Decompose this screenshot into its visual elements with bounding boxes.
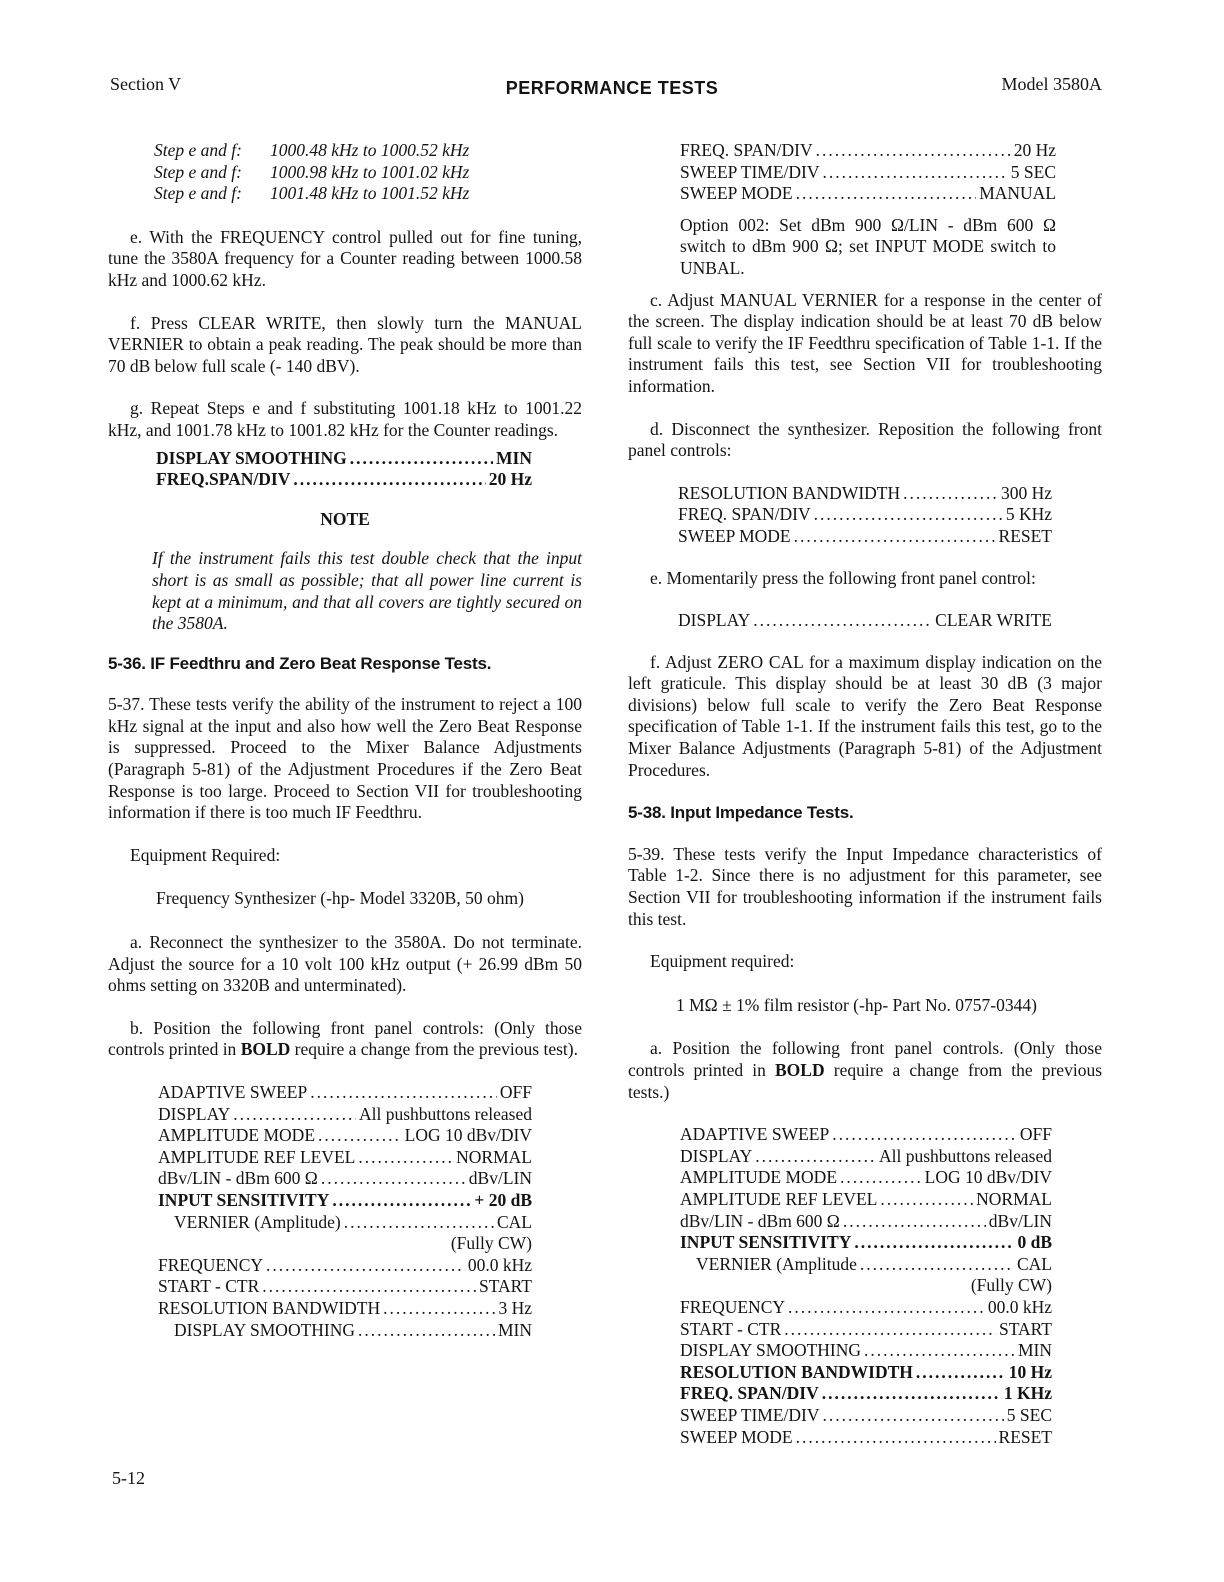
- control-row: DISPLAY ..... All pushbuttons released: [158, 1104, 532, 1126]
- control-row: RESOLUTION BANDWIDTH ..... 3 Hz: [158, 1298, 532, 1320]
- page-number: 5-12: [112, 1468, 145, 1488]
- equipment-item: Frequency Synthesizer (-hp- Model 3320B, 50 ohm): [156, 888, 524, 909]
- option-002-text: Option 002: Set dBm 900 Ω/LIN - dBm 600 Ω switch to dBm 900 Ω; set INPUT MODE switch to UNBAL.: [680, 214, 1056, 278]
- equipment-label: Equipment required:: [650, 951, 795, 972]
- equipment-item: 1 MΩ ± 1% film resistor (-hp- Part No. 0757-0344): [676, 994, 1037, 1015]
- step-list: [154, 140, 582, 205]
- control-row: AMPLITUDE MODE ..... LOG 10 dBv/DIV: [158, 1125, 532, 1147]
- control-list-3: [680, 140, 1056, 205]
- control-row: AMPLITUDE REF LEVEL ..... NORMAL: [158, 1147, 532, 1169]
- paragraph-a: a. Reconnect the synthesizer to the 3580A. Do not terminate. Adjust the source for a 10 volt 100 kHz output (+ 26.99 dBm 50 ohms setting on 3320B and unterminated).: [108, 932, 582, 996]
- control-row: DISPLAY ..... All pushbuttons released: [680, 1146, 1052, 1168]
- equipment-label: Equipment Required:: [130, 844, 281, 865]
- control-row: SWEEP MODE ..... RESET: [680, 1427, 1052, 1449]
- control-row: dBv/LIN - dBm 600 Ω ..... dBv/LIN: [158, 1168, 532, 1190]
- right-column: [628, 140, 1102, 1448]
- control-row: SWEEP MODE ..... RESET: [678, 526, 1052, 548]
- note-text: If the instrument fails this test double check that the input short is as small as possible; that all power line current is kept at a minimum, and that all covers are tightly secured on the 3580A.: [152, 548, 582, 634]
- control-row: DISPLAY SMOOTHING ..... MIN: [156, 448, 532, 470]
- control-row-continuation: (Fully CW): [450, 1233, 532, 1254]
- paragraph-e: e. With the FREQUENCY control pulled out for fine tuning, tune the 3580A frequency for a Counter reading between 1000.58 kHz and 1000.62 kHz.: [108, 226, 582, 290]
- paragraph-e2: e. Momentarily press the following front panel control:: [650, 567, 1036, 588]
- control-row: AMPLITUDE REF LEVEL ..... NORMAL: [680, 1189, 1052, 1211]
- paragraph-d: d. Disconnect the synthesizer. Reposition the following front panel controls:: [628, 418, 1102, 461]
- control-row: FREQUENCY ..... 00.0 kHz: [680, 1297, 1052, 1319]
- control-list-4: [678, 483, 1052, 548]
- header-section: Section V: [110, 74, 182, 94]
- control-row: INPUT SENSITIVITY ..... + 20 dB: [158, 1190, 532, 1212]
- control-row: SWEEP TIME/DIV ..... 5 SEC: [680, 162, 1056, 184]
- control-row: FREQUENCY ..... 00.0 kHz: [158, 1255, 532, 1277]
- note-heading: NOTE: [320, 508, 370, 529]
- paragraph-f2: f. Adjust ZERO CAL for a maximum display indication on the left graticule. This display should be at least 30 dB (3 major divisions) below full scale to verify the Zero Beat Response specification of Table 1-1. If the instrument fails this test, go to the Mixer Balance Adjustments (Paragraph 5-81) of the Adjustment Procedures.: [628, 651, 1102, 780]
- control-list-1: [156, 448, 532, 491]
- control-row: DISPLAY SMOOTHING ..... MIN: [680, 1340, 1052, 1362]
- control-row: RESOLUTION BANDWIDTH ..... 10 Hz: [680, 1362, 1052, 1384]
- control-row: DISPLAY ..... CLEAR WRITE: [678, 610, 1052, 632]
- control-row: RESOLUTION BANDWIDTH ..... 300 Hz: [678, 483, 1052, 505]
- paragraph-f: f. Press CLEAR WRITE, then slowly turn the MANUAL VERNIER to obtain a peak reading. The peak should be more than 70 dB below full scale (- 140 dBV).: [108, 312, 582, 376]
- control-row: dBv/LIN - dBm 600 Ω ..... dBv/LIN: [680, 1211, 1052, 1233]
- control-row: START - CTR ..... START: [680, 1319, 1052, 1341]
- header-model: Model 3580A: [1001, 74, 1102, 94]
- control-row: ADAPTIVE SWEEP ..... OFF: [158, 1082, 532, 1104]
- control-row: FREQ. SPAN/DIV ..... 5 KHz: [678, 504, 1052, 526]
- control-list-6: [680, 1124, 1052, 1448]
- step-line: Step e and f: 1000.98 kHz to 1001.02 kHz: [154, 161, 470, 182]
- control-row-continuation: (Fully CW): [970, 1275, 1052, 1296]
- step-line: Step e and f: 1000.48 kHz to 1000.52 kHz: [154, 140, 470, 160]
- control-list-5: [678, 610, 1052, 632]
- control-row: VERNIER (Amplitude ..... CAL: [680, 1254, 1052, 1276]
- control-row: ADAPTIVE SWEEP ..... OFF: [680, 1124, 1052, 1146]
- control-row: FREQ.SPAN/DIV ..... 20 Hz: [156, 469, 532, 491]
- header-title: PERFORMANCE TESTS: [505, 78, 719, 98]
- section-heading-5-38: 5-38. Input Impedance Tests.: [628, 803, 854, 823]
- paragraph-5-37: 5-37. These tests verify the ability of the instrument to reject a 100 kHz signal at the input and also how well the Zero Beat Response is suppressed. Proceed to the Mixer Balance Adjustments (Paragraph 5-81) of the Adjustment Procedures if the Zero Beat Response is too large. Proceed to Section VII for troubleshooting information if there is too much IF Feedthru.: [108, 694, 582, 823]
- paragraph-c: c. Adjust MANUAL VERNIER for a response in the center of the screen. The display indication should be at least 70 dB below full scale to verify the IF Feedthru specification of Table 1-1. If the instrument fails this test, see Section VII for troubleshooting information.: [628, 289, 1102, 396]
- paragraph-b: b. Position the following front panel controls: (Only those controls printed in BOLD require a change from the previous test).: [108, 1017, 582, 1060]
- step-line: Step e and f: 1001.48 kHz to 1001.52 kHz: [154, 183, 470, 204]
- left-column: [108, 140, 582, 1341]
- control-row: SWEEP TIME/DIV ..... 5 SEC: [680, 1405, 1052, 1427]
- control-row: SWEEP MODE ..... MANUAL: [680, 183, 1056, 205]
- control-row: AMPLITUDE MODE ..... LOG 10 dBv/DIV: [680, 1167, 1052, 1189]
- paragraph-5-39: 5-39. These tests verify the Input Impedance characteristics of Table 1-2. Since there is no adjustment for this parameter, see Section VII for troubleshooting information if the instrument fails this test.: [628, 843, 1102, 929]
- control-row: INPUT SENSITIVITY ..... 0 dB: [680, 1232, 1052, 1254]
- control-row: DISPLAY SMOOTHING ..... MIN: [158, 1320, 532, 1342]
- control-row: VERNIER (Amplitude) ..... CAL: [158, 1212, 532, 1234]
- control-list-2: [158, 1082, 532, 1341]
- paragraph-g: g. Repeat Steps e and f substituting 1001.18 kHz to 1001.22 kHz, and 1001.78 kHz to 1001.82 kHz for the Counter readings.: [108, 398, 582, 440]
- control-row: FREQ. SPAN/DIV ..... 20 Hz: [680, 140, 1056, 162]
- control-row: START - CTR ..... START: [158, 1276, 532, 1298]
- section-heading-5-36: 5-36. IF Feedthru and Zero Beat Response Tests.: [108, 653, 492, 673]
- paragraph-a2: a. Position the following front panel controls. (Only those controls printed in BOLD require a change from the previous tests.): [628, 1038, 1102, 1102]
- control-row: FREQ. SPAN/DIV ..... 1 KHz: [680, 1383, 1052, 1405]
